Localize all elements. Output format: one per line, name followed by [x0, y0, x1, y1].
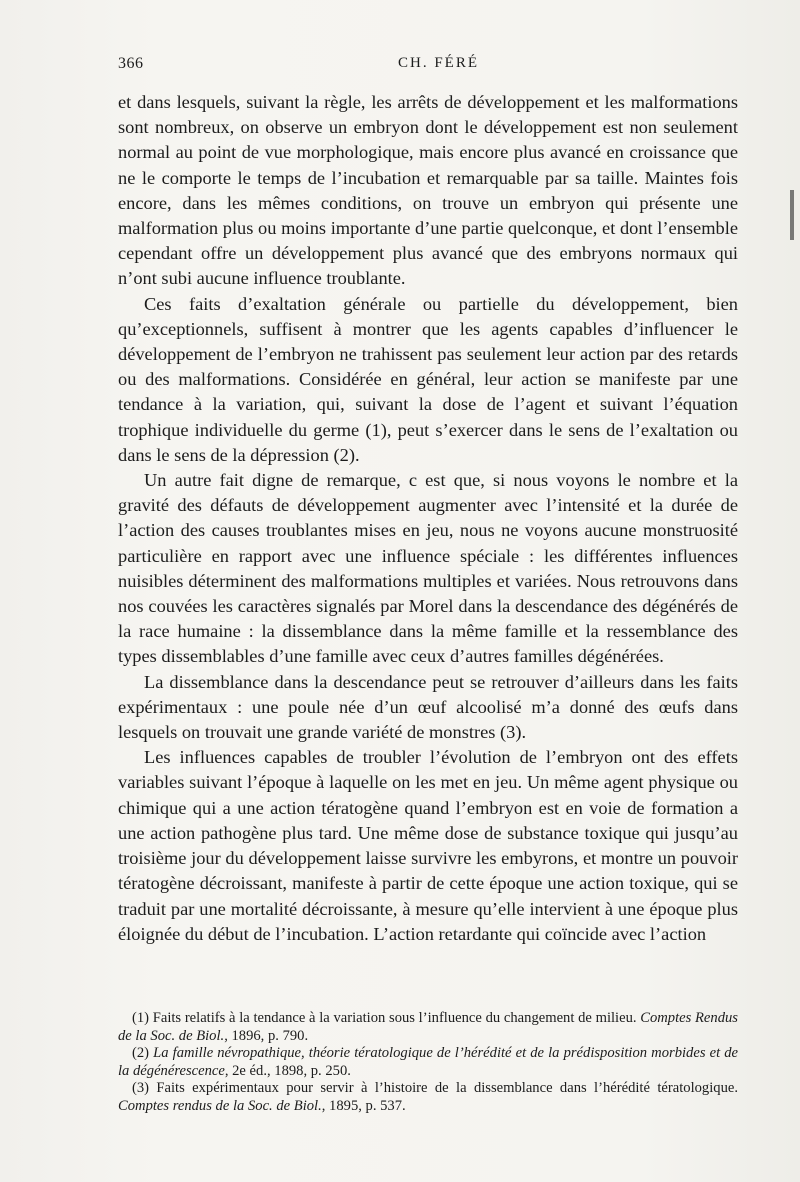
paragraph: Ces faits d’exaltation générale ou partielle du développement, bien qu’exceptionnels, suffisent à montrer que les agents capables d’influencer le développement de l’embryon ne trahissent pas seulement leur action par des retards ou des malformations. Considérée en général, leur action se manifeste par une tendance à la variation, qui, suivant la dose de l’agent et suivant l’équation trophique individuelle du germe (1), peut s’exercer dans le sens de l’exaltation ou dans le sens de la dépression (2).	[118, 293, 738, 465]
footnote-3	[118, 1080, 738, 1115]
footnote-tail: , 2e éd., 1898, p. 250.	[224, 1062, 351, 1079]
footnote-italic: Comptes Rendus de la Soc. de Biol.	[118, 1010, 738, 1044]
paragraph: Les influences capables de troubler l’évolution de l’embryon ont des effets variables suivant l’époque à laquelle on les met en jeu. Un même agent physique ou chimique qui a une action tératogène quand l’embryon est en voie de formation a une action pathogène plus tard. Une même dose de substance toxique qui jusqu’au troisième jour du développement laisse survivre les embyrons, et montre un pouvoir tératogène décroissant, manifeste à partir de cette époque une action toxique, qui se traduit par une mortalité décroissante, à mesure qu’elle intervient à une époque plus éloignée du début de l’incubation. L’action retardante qui coïncide avec l’action	[118, 747, 738, 944]
paragraph: Un autre fait digne de remarque, c est que, si nous voyons le nombre et la gravité des défauts de développement augmenter avec l’intensité et la durée de l’action des causes troublantes mises en jeu, nous ne voyons aucune monstruosité particulière en rapport avec une influence spéciale : les différentes influences nuisibles déterminent des malformations multiples et variées. Nous retrouvons dans nos couvées les caractères signalés par Morel dans la descendance des dégénérés de la race humaine : la dissemblance dans la même famille et la ressemblance des types dissemblables d’une famille avec ceux d’autres familles dégénérées.	[118, 470, 738, 667]
page-edge-mark	[790, 190, 794, 240]
running-head: CH. FÉRÉ	[398, 55, 480, 71]
footnote-1	[118, 1010, 738, 1045]
footnotes	[118, 1010, 738, 1115]
page-number: 366	[118, 55, 144, 72]
paragraph: et dans lesquels, suivant la règle, les arrêts de développement et les malformations sont nombreux, on observe un embryon dont le développement est non seulement normal au point de vue morphologique, mais encore plus avancé en croissance que ne le comporte le temps de l’incubation et remarquable par sa taille. Maintes fois encore, dans les mêmes conditions, on trouve un embryon qui présente une malformation plus ou moins importante d’une partie quelconque, et dont l’ensemble cependant offre un développement plus avancé que des embryons normaux qui n’ont subi aucune influence troublante.	[118, 92, 738, 289]
footnote-lead: (1) Faits relatifs à la tendance à la variation sous l’influence du changement de milieu.	[132, 1010, 641, 1026]
paragraph: La dissemblance dans la descendance peut se retrouver d’ailleurs dans les faits expérimentaux : une poule née d’un œuf alcoolisé m’a donné des œufs dans lesquels on trouvait une grande variété de monstres (3).	[118, 671, 738, 743]
footnote-lead: (2)	[132, 1045, 154, 1061]
body-text	[118, 90, 738, 947]
page-header	[118, 55, 738, 79]
footnote-italic: Comptes rendus de la Soc. de Biol.	[118, 1097, 322, 1114]
footnote-tail: , 1895, p. 537.	[321, 1097, 406, 1114]
footnote-lead: (3) Faits expérimentaux pour servir à l’histoire de la dissemblance dans l’hérédité tératologique.	[132, 1080, 738, 1096]
footnote-tail: , 1896, p. 790.	[224, 1027, 309, 1044]
footnote-italic: La famille névropathique, théorie tératologique de l’hérédité et de la prédisposition morbides et de la dégénérescence	[118, 1045, 738, 1079]
footnote-2	[118, 1045, 738, 1080]
